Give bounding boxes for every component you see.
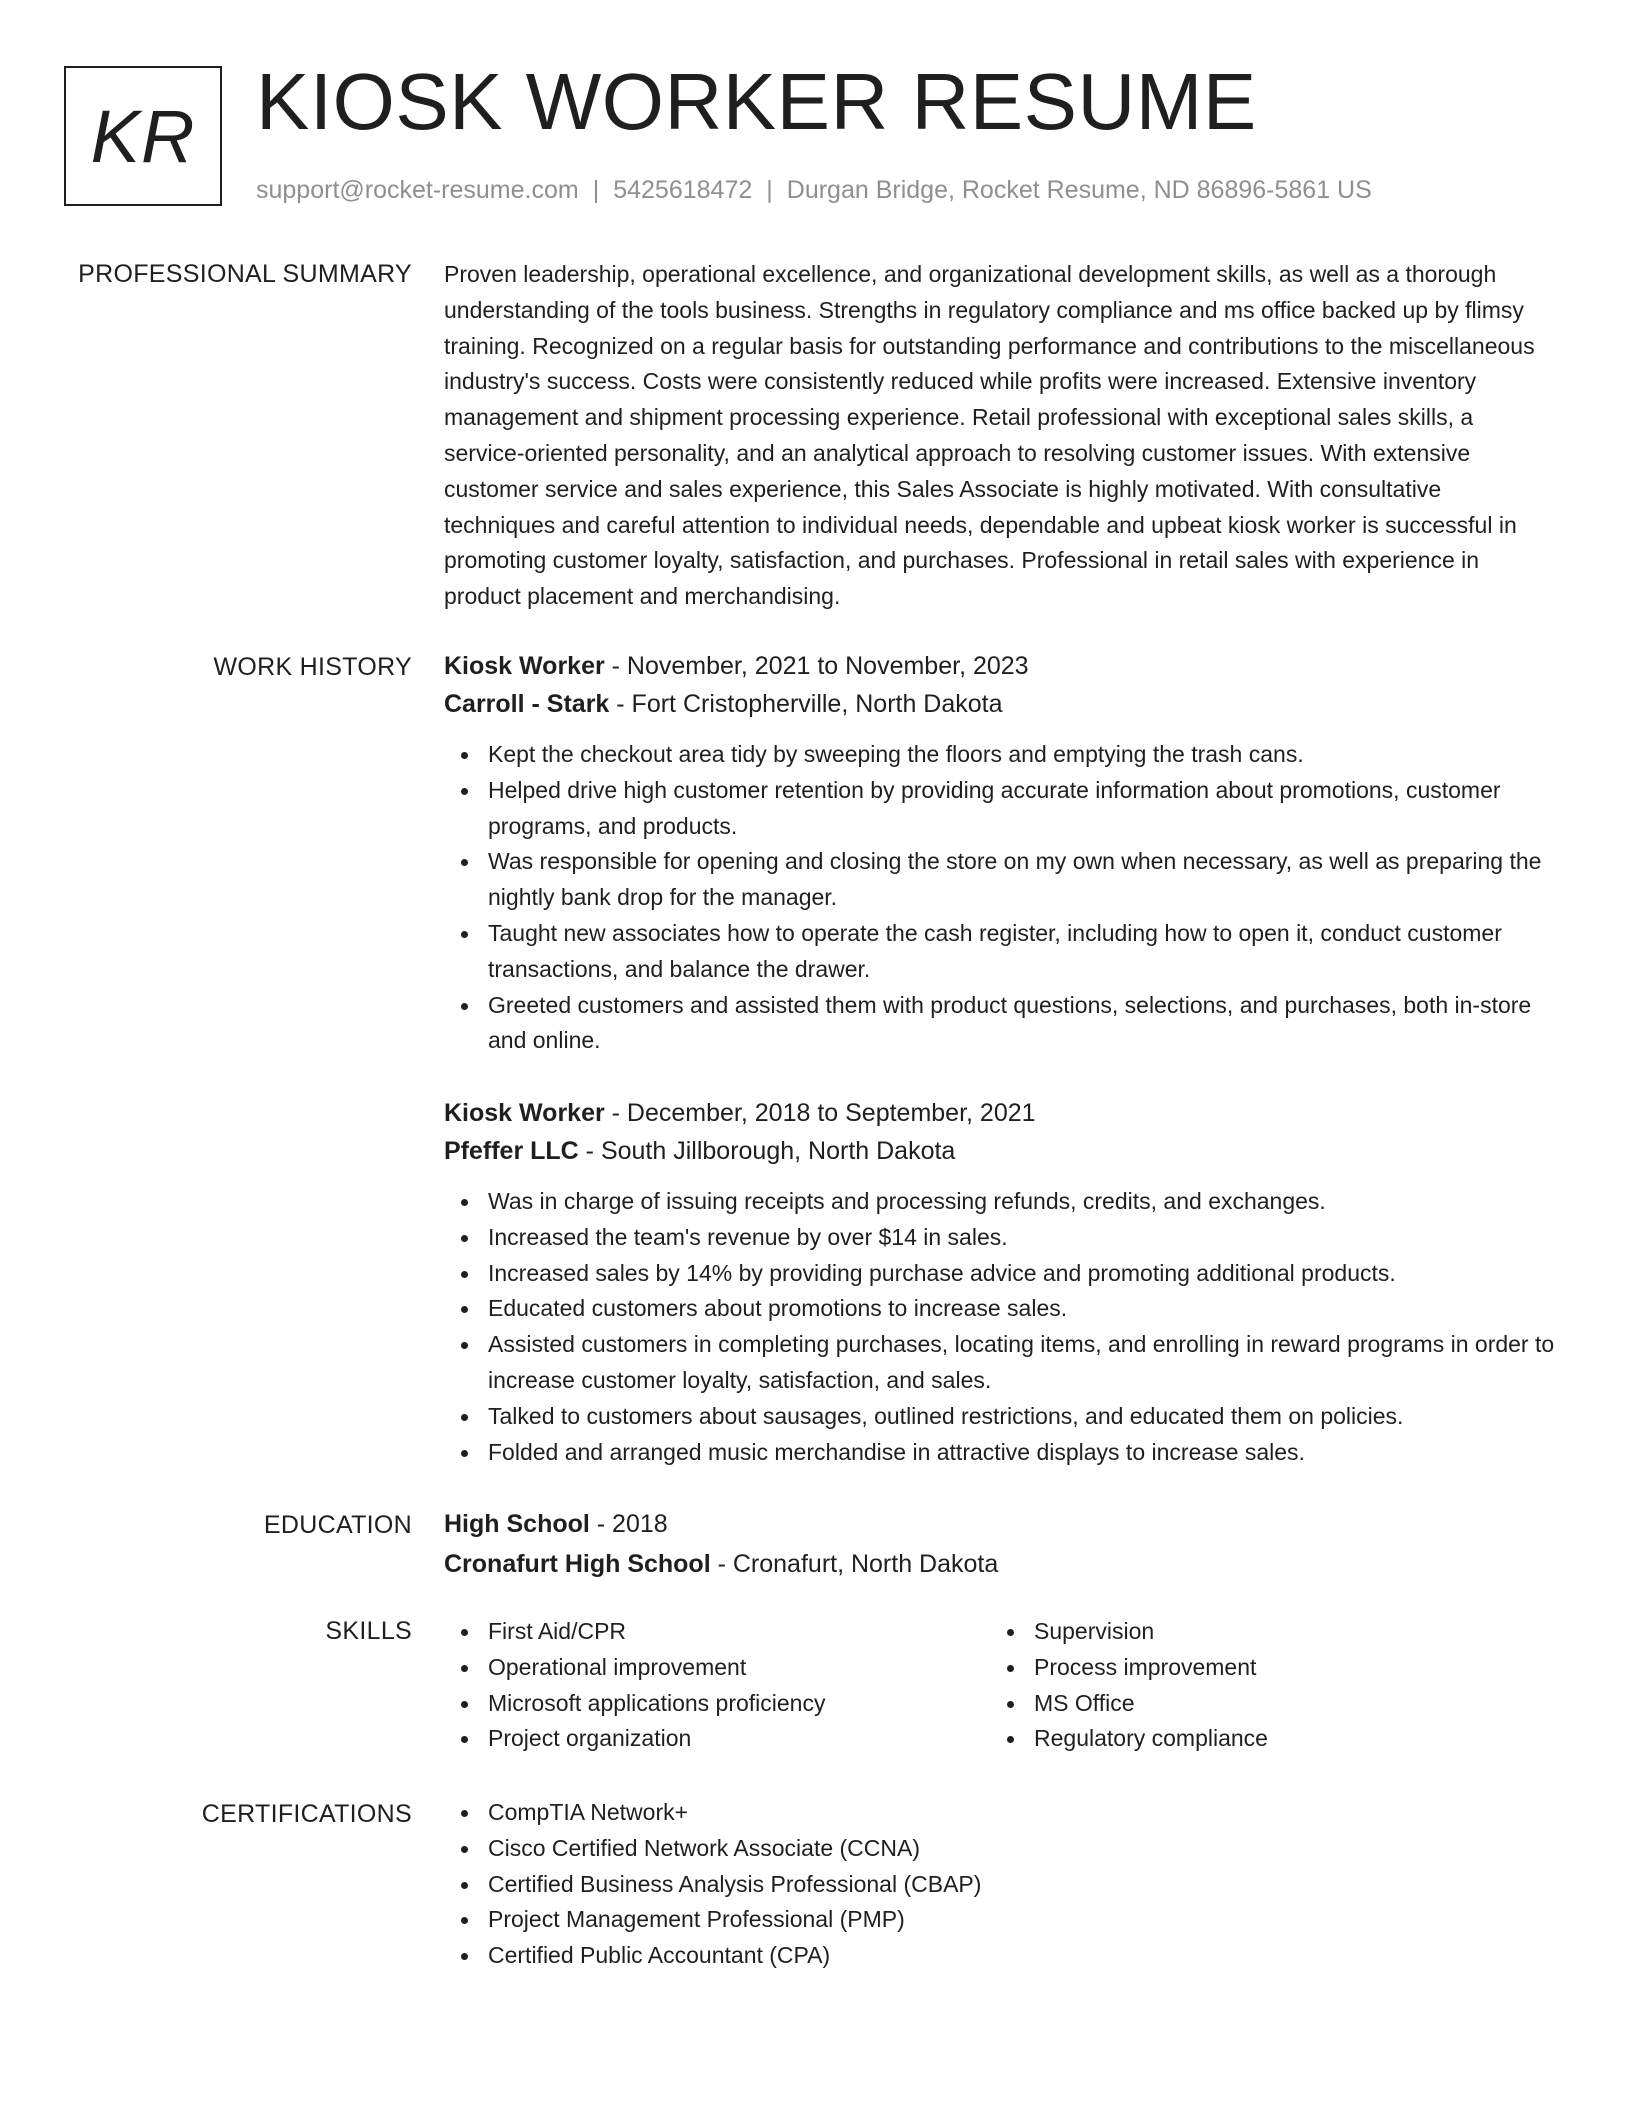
job-company: Carroll - Stark <box>444 690 610 718</box>
skill-item: Microsoft applications proficiency <box>488 1686 990 1722</box>
contact-address: Durgan Bridge, Rocket Resume, ND 86896-5861 US <box>786 176 1372 204</box>
job-bullet: Kept the checkout area tidy by sweeping the floors and emptying the trash cans. <box>488 737 1556 773</box>
contact-phone: 5425618472 <box>613 176 753 204</box>
summary-text: Proven leadership, operational excellence, and organizational development skills, as well as a thorough understanding of the tools business. Strengths in regulatory compliance and ms office backed up by flimsy training. Recognized on a regular basis for outstanding performance and contributions to the miscellaneous industry's success. Costs were consistently reduced while profits were increased. Extensive inventory management and shipment processing experience. Retail professional with exceptional sales skills, a service-oriented personality, and an analytical approach to resolving customer issues. With extensive customer service and sales experience, this Sales Associate is highly motivated. With consultative techniques and careful attention to individual needs, dependable and upbeat kiosk worker is successful in promoting customer loyalty, satisfaction, and purchases. Professional in retail sales with experience in product placement and merchandising. <box>444 261 1535 610</box>
job-bullet: Increased the team's revenue by over $14 in sales. <box>488 1220 1556 1256</box>
job-title: Kiosk Worker <box>444 1099 605 1127</box>
job-company-line <box>444 685 1556 723</box>
job-bullet: Assisted customers in completing purchases, locating items, and enrolling in reward programs in order to increase customer loyalty, satisfaction, and sales. <box>488 1327 1556 1399</box>
skills-grid <box>444 1614 1556 1757</box>
certification-item: Certified Public Accountant (CPA) <box>488 1938 1556 1974</box>
education-degree-line <box>444 1505 1556 1543</box>
job-location: - Fort Cristopherville, North Dakota <box>609 690 1003 718</box>
education-location: - Cronafurt, North Dakota <box>710 1550 999 1578</box>
skills-section <box>444 1614 1556 1757</box>
skill-item: First Aid/CPR <box>488 1614 990 1650</box>
skills-column-right <box>990 1614 1536 1757</box>
job-title-line <box>444 647 1556 685</box>
job-company-line <box>444 1132 1556 1170</box>
job-company: Pfeffer LLC <box>444 1137 579 1165</box>
job-bullet: Talked to customers about sausages, outlined restrictions, and educated them on policies. <box>488 1399 1556 1435</box>
skill-item: Regulatory compliance <box>1034 1721 1536 1757</box>
education-degree: High School <box>444 1510 590 1538</box>
certification-item: Cisco Certified Network Associate (CCNA) <box>488 1831 1556 1867</box>
education-year: - 2018 <box>589 1510 668 1538</box>
job-bullet: Helped drive high customer retention by providing accurate information about promotions, customer programs, and products. <box>488 773 1556 845</box>
job-dates: - November, 2021 to November, 2023 <box>604 652 1029 680</box>
section-label-education: EDUCATION <box>263 1511 412 1539</box>
job-bullet: Folded and arranged music merchandise in attractive displays to increase sales. <box>488 1435 1556 1471</box>
job-bullet: Taught new associates how to operate the cash register, including how to open it, conduct customer transactions, and balance the drawer. <box>488 916 1556 988</box>
job-bullet: Was responsible for opening and closing the store on my own when necessary, as well as preparing the nightly bank drop for the manager. <box>488 844 1556 916</box>
page-title: KIOSK WORKER RESUME <box>256 57 1257 146</box>
job-bullets <box>444 737 1556 1059</box>
education-school: Cronafurt High School <box>444 1550 711 1578</box>
job-entry <box>444 647 1556 1059</box>
job-location: - South Jillborough, North Dakota <box>578 1137 956 1165</box>
skill-item: MS Office <box>1034 1686 1536 1722</box>
contact-email: support@rocket-resume.com <box>256 176 579 204</box>
education-entry <box>444 1505 1556 1583</box>
contact-separator: | <box>592 176 600 204</box>
skill-item: Process improvement <box>1034 1650 1536 1686</box>
job-dates: - December, 2018 to September, 2021 <box>604 1099 1036 1127</box>
skills-list-left <box>444 1614 990 1757</box>
contact-separator: | <box>766 176 773 204</box>
section-label-work-history: WORK HISTORY <box>213 653 412 681</box>
certifications-section <box>444 1795 1556 1974</box>
section-label-skills: SKILLS <box>325 1617 412 1645</box>
education-school-line <box>444 1545 1556 1583</box>
certifications-list <box>444 1795 1556 1974</box>
job-title: Kiosk Worker <box>444 652 605 680</box>
certification-item: Project Management Professional (PMP) <box>488 1902 1556 1938</box>
job-bullet: Increased sales by 14% by providing purchase advice and promoting additional products. <box>488 1256 1556 1292</box>
certification-item: CompTIA Network+ <box>488 1795 1556 1831</box>
summary-section <box>444 257 1556 615</box>
job-bullets <box>444 1184 1556 1470</box>
skill-item: Supervision <box>1034 1614 1536 1650</box>
job-bullet: Was in charge of issuing receipts and processing refunds, credits, and exchanges. <box>488 1184 1556 1220</box>
job-bullet: Educated customers about promotions to increase sales. <box>488 1291 1556 1327</box>
section-label-summary: PROFESSIONAL SUMMARY <box>78 260 412 288</box>
job-bullet: Greeted customers and assisted them with product questions, selections, and purchases, both in-store and online. <box>488 988 1556 1060</box>
job-title-line <box>444 1094 1556 1132</box>
skill-item: Project organization <box>488 1721 990 1757</box>
contact-line <box>256 174 1372 206</box>
job-entry <box>444 1094 1556 1470</box>
skills-list-right <box>990 1614 1536 1757</box>
monogram-logo: KR <box>64 66 222 206</box>
skills-column-left <box>444 1614 990 1757</box>
skill-item: Operational improvement <box>488 1650 990 1686</box>
section-label-certifications: CERTIFICATIONS <box>201 1800 412 1828</box>
certification-item: Certified Business Analysis Professional (CBAP) <box>488 1867 1556 1903</box>
